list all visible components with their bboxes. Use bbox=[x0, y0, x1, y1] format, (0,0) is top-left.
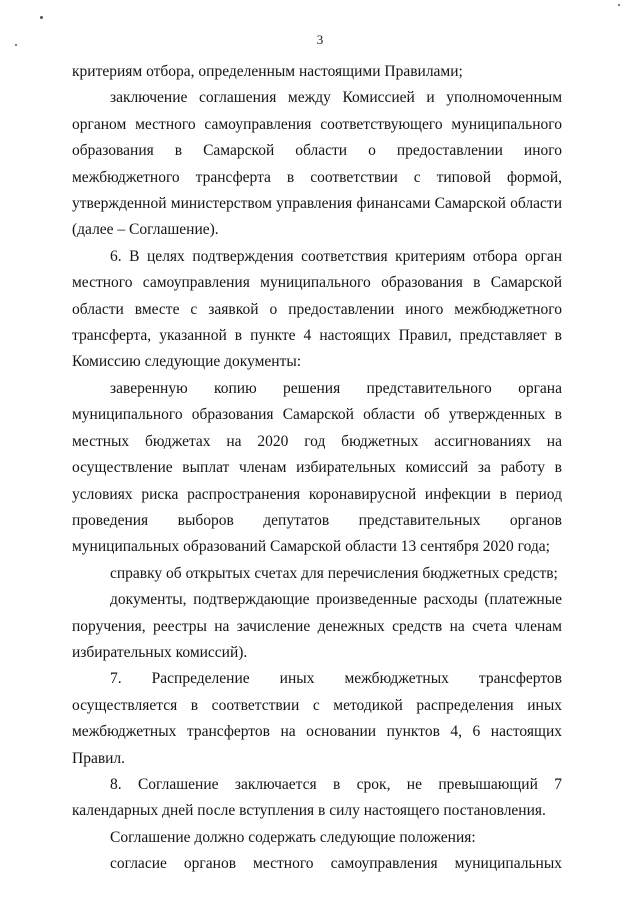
paragraph-criteria-continuation: критериям отбора, определенным настоящими Правилами; bbox=[72, 63, 463, 80]
paragraph-agreement-conclusion: заключение соглашения между Комиссией и уполномоченным органом местного самоуправления соответствующего муниципального образования в Самарской области о предоставлении иного межбюджетного трансферта в соответствии с типовой формой, утвержденной министерством управления финансами Самарской области (далее – Соглашение). bbox=[72, 89, 562, 239]
paragraph-agreement-provisions: Соглашение должно содержать следующие положения: bbox=[110, 828, 476, 846]
scan-speck bbox=[618, 4, 620, 6]
paragraph-certified-copy: заверенную копию решения представительного органа муниципального образования Самарской области об утвержденных в местных бюджетах на 2020 год бюджетных ассигнованиях на осуществление выплат членам избирательных комиссий за работу в условиях риска распространения коронавирусной инфекции в период проведения выборов депутатов представительных органов муниципальных образований Самарской области 13 сентября 2020 года; bbox=[72, 379, 562, 556]
scan-speck bbox=[40, 16, 43, 19]
paragraph-item-7: 7. Распределение иных межбюджетных трансфертов осуществляется в соответствии с методикой распределения иных межбюджетных трансфертов на основании пунктов 4, 6 настоящих Правил. bbox=[72, 670, 562, 767]
paragraph-supporting-documents: документы, подтверждающие произведенные расходы (платежные поручения, реестры на зачисление денежных средств на счета членам избирательных комиссий). bbox=[72, 591, 562, 661]
paragraph-item-6: 6. В целях подтверждения соответствия критериям отбора орган местного самоуправления муниципального образования в Самарской области вместе с заявкой о предоставлении иного межбюджетного трансферта, указанной в пункте 4 настоящих Правил, представляет в Комиссию следующие документы: bbox=[72, 247, 562, 371]
document-body bbox=[72, 59, 562, 878]
page-number: 3 bbox=[316, 32, 324, 47]
paragraph-consent: согласие органов местного самоуправления муниципальных bbox=[110, 855, 562, 873]
paragraph-accounts-certificate: справку об открытых счетах для перечисления бюджетных средств; bbox=[110, 564, 558, 582]
paragraph-item-8: 8. Соглашение заключается в срок, не превышающий 7 календарных дней после вступления в силу настоящего постановления. bbox=[72, 775, 562, 820]
